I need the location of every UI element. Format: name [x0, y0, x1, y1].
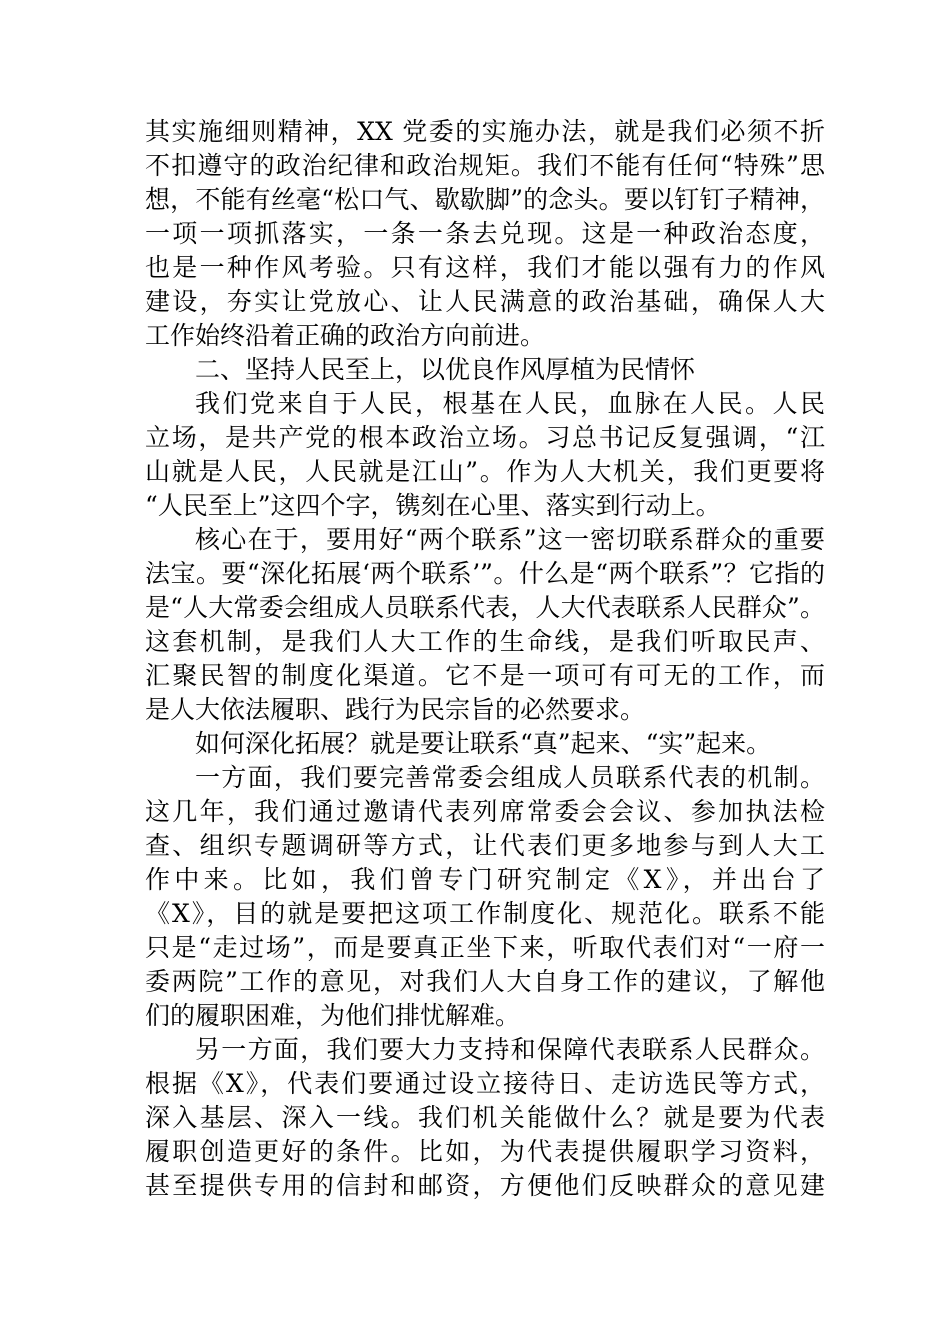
text-line: 工作始终沿着正确的政治方向前进。	[145, 321, 546, 350]
paragraph-on-other-hand	[145, 1033, 825, 1203]
text-line: 我们党来自于人民，根基在人民，血脉在人民。人民	[195, 389, 825, 418]
text-line: 其实施细则精神，XX 党委的实施办法，就是我们必须不折	[145, 117, 825, 146]
text-line: 汇聚民智的制度化渠道。它不是一项可有可无的工作，而	[145, 661, 825, 690]
document-body	[145, 115, 825, 1203]
text-line: 立场，是共产党的根本政治立场。习总书记反复强调，“江	[145, 423, 825, 452]
text-line: 一方面，我们要完善常委会组成人员联系代表的机制。	[195, 763, 825, 792]
text-line: 也是一种作风考验。只有这样，我们才能以强有力的作风	[145, 253, 825, 282]
text-line: 根据《X》，代表们要通过设立接待日、走访选民等方式，	[145, 1069, 825, 1098]
paragraph-people-stance	[145, 387, 825, 523]
text-line: “人民至上”这四个字，镌刻在心里、落实到行动上。	[145, 491, 721, 520]
text-line: 法宝。要“深化拓展‘两个联系’”。什么是“两个联系”？它指的	[145, 559, 825, 588]
paragraph-two-links	[145, 523, 825, 727]
paragraph-continuation	[145, 115, 825, 353]
text-line: 委两院”工作的意见，对我们人大自身工作的建议，了解他	[145, 967, 825, 996]
text-line: 这几年，我们通过邀请代表列席常委会会议、参加执法检	[145, 797, 825, 826]
text-line: 们的履职困难，为他们排忧解难。	[145, 1001, 521, 1030]
text-line: 查、组织专题调研等方式，让代表们更多地参与到人大工	[145, 831, 825, 860]
heading-text: 二、坚持人民至上，以优良作风厚植为民情怀	[195, 355, 696, 384]
text-line: 只是“走过场”，而是要真正坐下来，听取代表们对“一府一	[145, 933, 825, 962]
text-line: 不扣遵守的政治纪律和政治规矩。我们不能有任何“特殊”思	[145, 151, 825, 180]
text-line: 山就是人民，人民就是江山”。作为人大机关，我们更要将	[145, 457, 825, 486]
text-line: 甚至提供专用的信封和邮资，方便他们反映群众的意见建	[145, 1171, 825, 1200]
text-line: 《X》，目的就是要把这项工作制度化、规范化。联系不能	[145, 899, 825, 928]
text-line: 是人大依法履职、践行为民宗旨的必然要求。	[145, 695, 646, 724]
text-line: 核心在于，要用好“两个联系”这一密切联系群众的重要	[195, 525, 825, 554]
text-line: 想，不能有丝毫“松口气、歇歇脚”的念头。要以钉钉子精神，	[145, 185, 825, 214]
paragraph-how-deepen	[145, 727, 825, 761]
text-line: 如何深化拓展？就是要让联系“真”起来、“实”起来。	[195, 729, 772, 758]
text-line: 建设，夯实让党放心、让人民满意的政治基础，确保人大	[145, 287, 825, 316]
text-line: 深入基层、深入一线。我们机关能做什么？就是要为代表	[145, 1103, 825, 1132]
text-line: 履职创造更好的条件。比如，为代表提供履职学习资料，	[145, 1137, 825, 1166]
text-line: 一项一项抓落实，一条一条去兑现。这是一种政治态度，	[145, 219, 825, 248]
text-line: 作中来。比如，我们曾专门研究制定《X》，并出台了	[145, 865, 825, 894]
paragraph-on-one-hand	[145, 761, 825, 1033]
text-line: 是“人大常委会组成人员联系代表，人大代表联系人民群众”。	[145, 593, 825, 622]
text-line: 这套机制，是我们人大工作的生命线，是我们听取民声、	[145, 627, 825, 656]
text-line: 另一方面，我们要大力支持和保障代表联系人民群众。	[195, 1035, 825, 1064]
section-heading	[145, 353, 825, 387]
